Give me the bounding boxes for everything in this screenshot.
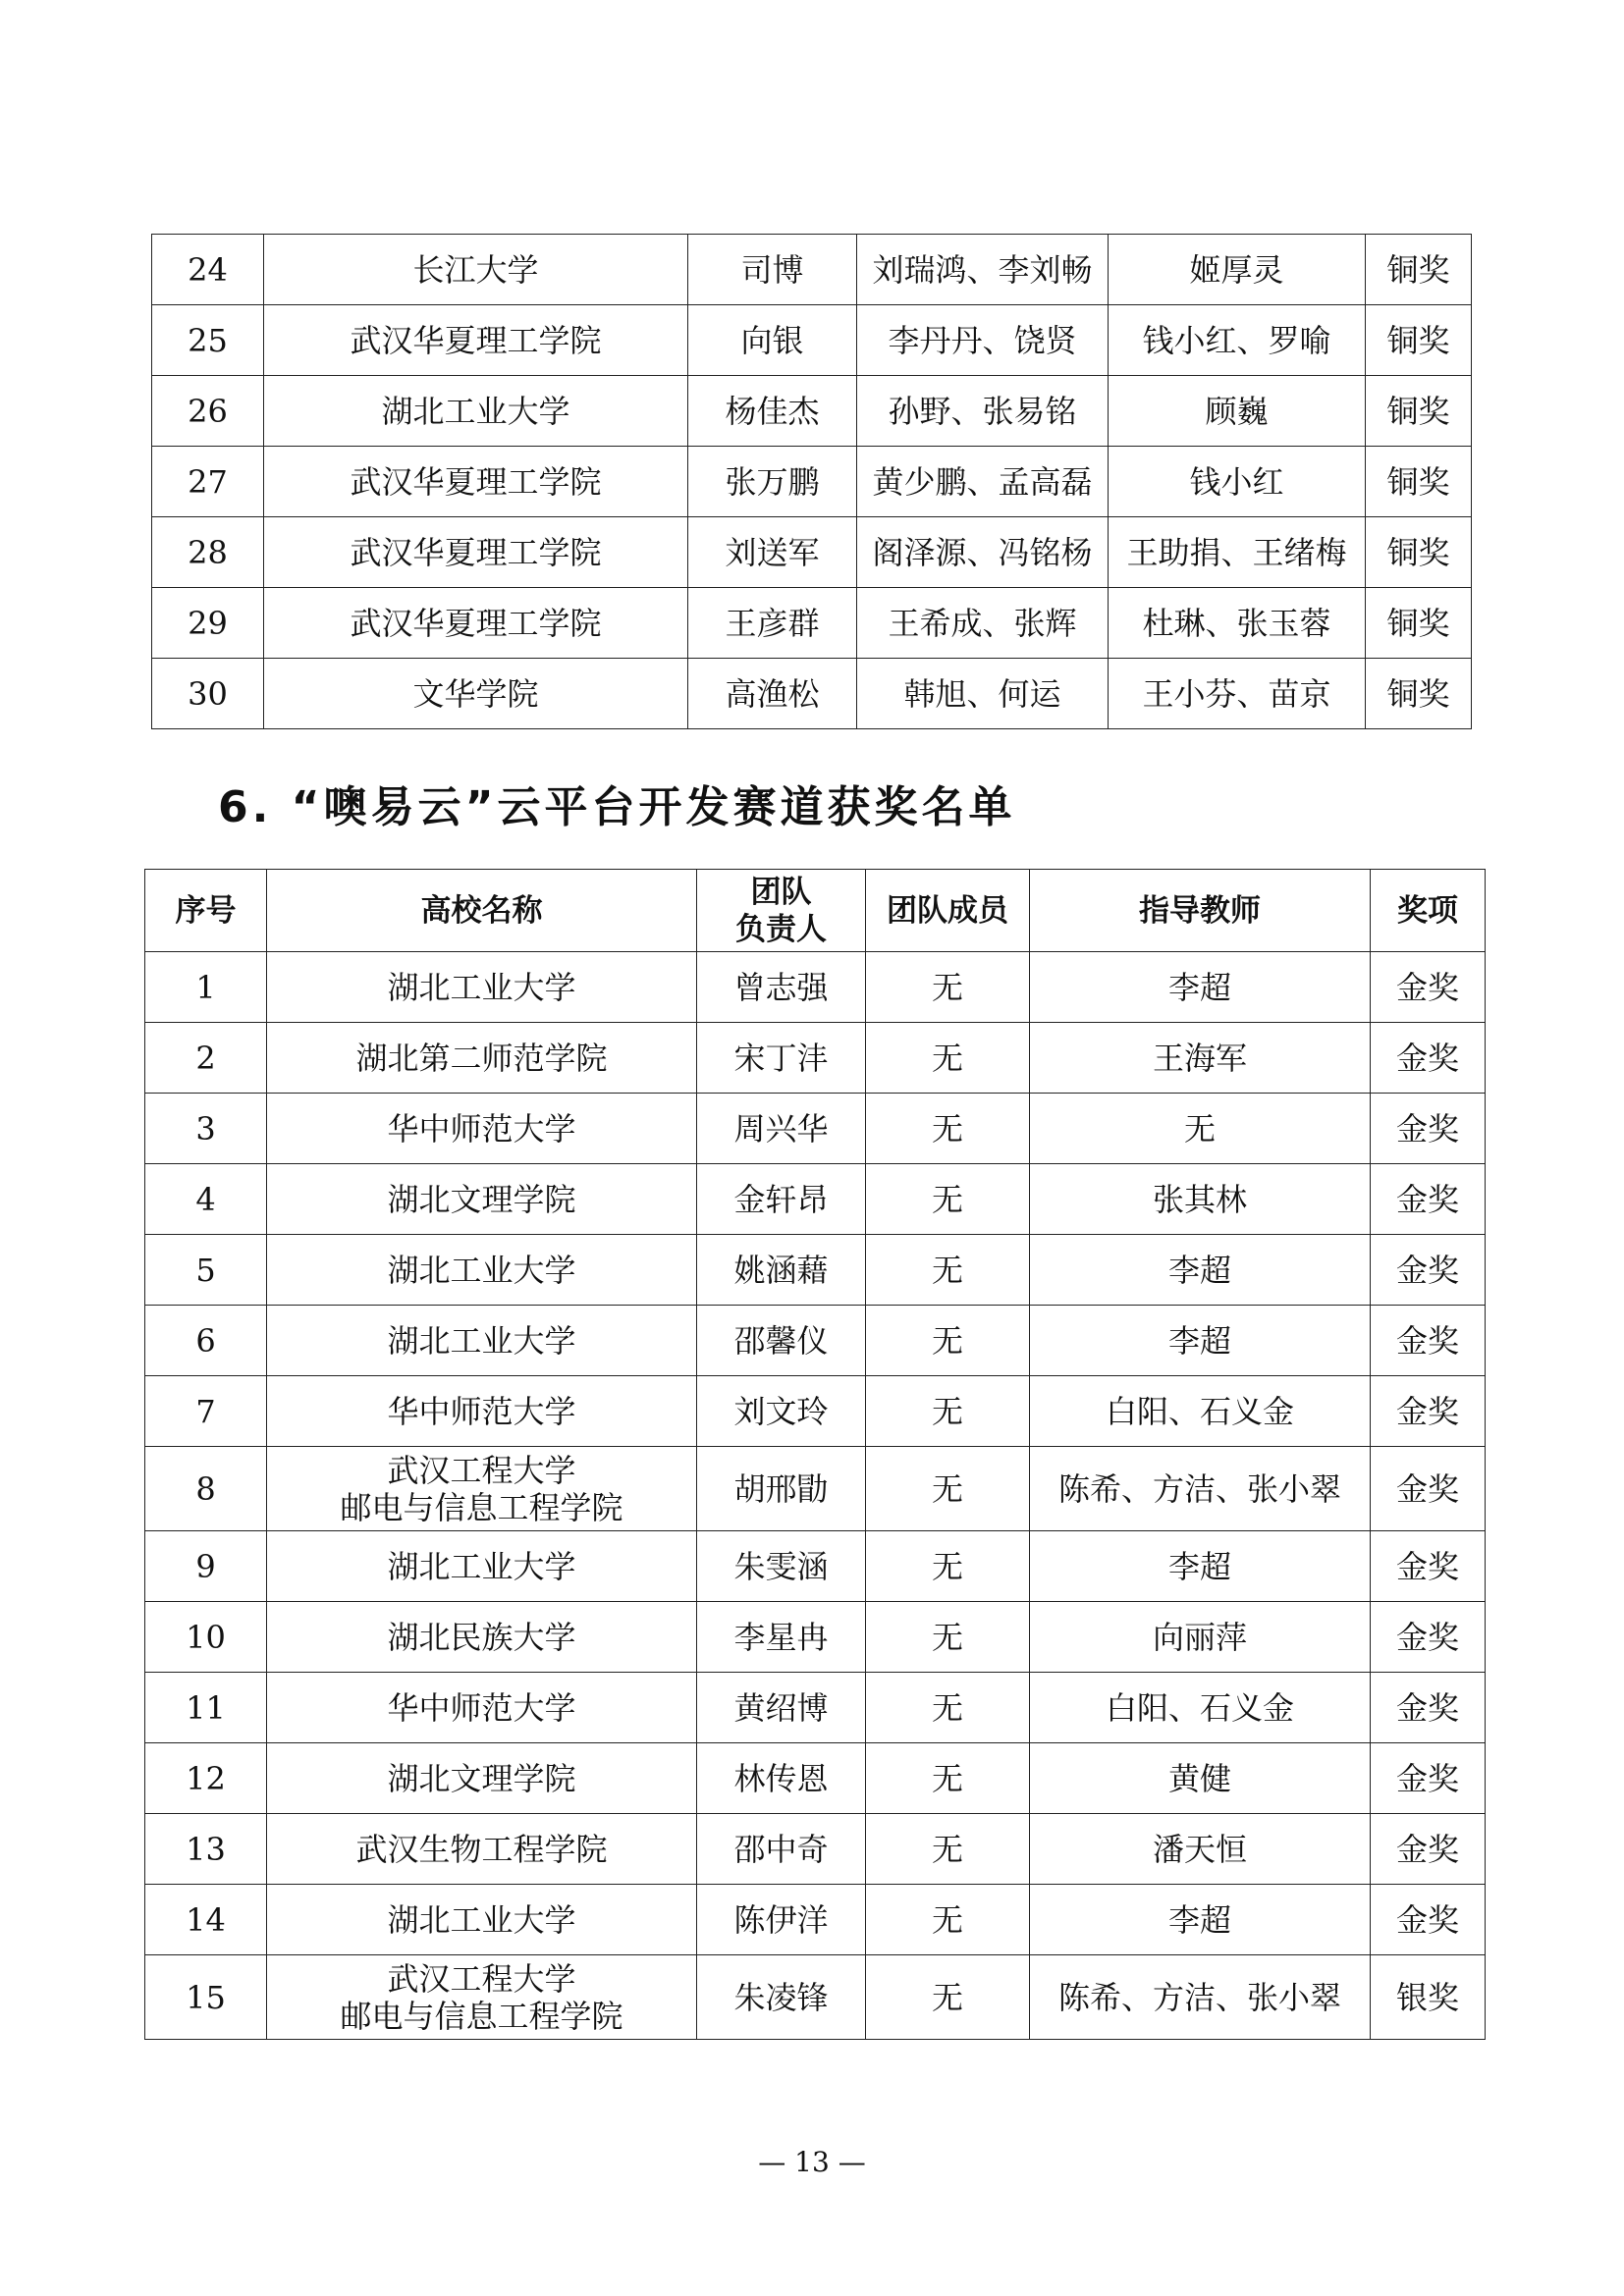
table-row bbox=[145, 1743, 1486, 1814]
leader-cell: 司博 bbox=[688, 235, 857, 305]
leader-cell: 杨佳杰 bbox=[688, 376, 857, 447]
members-cell: 无 bbox=[866, 1306, 1030, 1376]
award-cell: 金奖 bbox=[1371, 1531, 1486, 1602]
award-cell: 金奖 bbox=[1371, 1673, 1486, 1743]
school-line: 邮电与信息工程学院 bbox=[340, 1997, 623, 2035]
award-cell: 铜奖 bbox=[1366, 376, 1472, 447]
members-cell: 无 bbox=[866, 1447, 1030, 1531]
index-cell: 24 bbox=[152, 235, 264, 305]
school-cell: 武汉生物工程学院 bbox=[267, 1814, 697, 1885]
table-row bbox=[145, 1376, 1486, 1447]
advisor-cell: 钱小红 bbox=[1109, 447, 1366, 517]
school-cell: 湖北工业大学 bbox=[267, 1235, 697, 1306]
award-table-continued bbox=[151, 234, 1472, 729]
table-row bbox=[152, 517, 1472, 588]
award-cell: 金奖 bbox=[1371, 1885, 1486, 1955]
members-cell: 无 bbox=[866, 1743, 1030, 1814]
advisor-cell: 潘天恒 bbox=[1030, 1814, 1371, 1885]
advisor-cell: 王小芬、苗京 bbox=[1109, 659, 1366, 729]
members-cell: 无 bbox=[866, 1885, 1030, 1955]
leader-cell: 周兴华 bbox=[697, 1094, 866, 1164]
advisor-cell: 张其林 bbox=[1030, 1164, 1371, 1235]
school-cell: 武汉华夏理工学院 bbox=[264, 588, 688, 659]
leader-cell: 金轩昂 bbox=[697, 1164, 866, 1235]
school-line: 邮电与信息工程学院 bbox=[340, 1488, 623, 1526]
table-row bbox=[145, 1235, 1486, 1306]
members-cell: 阁泽源、冯铭杨 bbox=[857, 517, 1109, 588]
award-cell: 金奖 bbox=[1371, 1306, 1486, 1376]
advisor-cell: 陈希、方洁、张小翠 bbox=[1030, 1447, 1371, 1531]
index-cell: 29 bbox=[152, 588, 264, 659]
leader-cell: 姚涵藉 bbox=[697, 1235, 866, 1306]
table-row bbox=[145, 1602, 1486, 1673]
award-cell: 铜奖 bbox=[1366, 305, 1472, 376]
section-heading: 6. “噢易云”云平台开发赛道获奖名单 bbox=[218, 782, 1016, 832]
leader-cell: 黄绍博 bbox=[697, 1673, 866, 1743]
leader-cell: 张万鹏 bbox=[688, 447, 857, 517]
award-cell: 金奖 bbox=[1371, 1602, 1486, 1673]
header-team-leader-line: 团队 bbox=[750, 874, 812, 910]
award-cell: 铜奖 bbox=[1366, 447, 1472, 517]
leader-cell: 曾志强 bbox=[697, 952, 866, 1023]
index-cell: 13 bbox=[145, 1814, 267, 1885]
advisor-cell: 李超 bbox=[1030, 1885, 1371, 1955]
cloud-platform-award-table bbox=[144, 869, 1486, 2040]
advisor-cell: 王助捐、王绪梅 bbox=[1109, 517, 1366, 588]
index-cell: 5 bbox=[145, 1235, 267, 1306]
header-award: 奖项 bbox=[1371, 870, 1486, 952]
award-cell: 银奖 bbox=[1371, 1955, 1486, 2040]
advisor-cell: 姬厚灵 bbox=[1109, 235, 1366, 305]
members-cell: 无 bbox=[866, 1955, 1030, 2040]
leader-cell: 胡邢勖 bbox=[697, 1447, 866, 1531]
members-cell: 无 bbox=[866, 1094, 1030, 1164]
index-cell: 9 bbox=[145, 1531, 267, 1602]
page-number: — 13 — bbox=[758, 2146, 866, 2178]
index-cell: 27 bbox=[152, 447, 264, 517]
school-cell: 湖北工业大学 bbox=[267, 1531, 697, 1602]
table-row bbox=[145, 1531, 1486, 1602]
advisor-cell: 向丽萍 bbox=[1030, 1602, 1371, 1673]
advisor-cell: 白阳、石义金 bbox=[1030, 1673, 1371, 1743]
index-cell: 11 bbox=[145, 1673, 267, 1743]
table-row bbox=[152, 305, 1472, 376]
award-cell: 金奖 bbox=[1371, 1814, 1486, 1885]
table-row bbox=[145, 1673, 1486, 1743]
school-cell: 湖北文理学院 bbox=[267, 1743, 697, 1814]
table-row bbox=[152, 235, 1472, 305]
school-cell: 文华学院 bbox=[264, 659, 688, 729]
award-cell: 铜奖 bbox=[1366, 517, 1472, 588]
table-row bbox=[145, 1023, 1486, 1094]
index-cell: 15 bbox=[145, 1955, 267, 2040]
members-cell: 无 bbox=[866, 1602, 1030, 1673]
leader-cell: 陈伊洋 bbox=[697, 1885, 866, 1955]
table-header-row bbox=[145, 870, 1486, 952]
school-line: 武汉工程大学 bbox=[387, 1959, 576, 1998]
school-cell bbox=[267, 1447, 697, 1531]
award-cell: 金奖 bbox=[1371, 1235, 1486, 1306]
school-cell: 武汉华夏理工学院 bbox=[264, 305, 688, 376]
table-row bbox=[145, 1094, 1486, 1164]
school-cell: 湖北民族大学 bbox=[267, 1602, 697, 1673]
table-row bbox=[145, 1306, 1486, 1376]
leader-cell: 朱凌锋 bbox=[697, 1955, 866, 2040]
school-cell: 湖北文理学院 bbox=[267, 1164, 697, 1235]
school-cell: 湖北工业大学 bbox=[267, 952, 697, 1023]
table-row bbox=[152, 447, 1472, 517]
award-cell: 金奖 bbox=[1371, 1094, 1486, 1164]
school-cell: 武汉华夏理工学院 bbox=[264, 517, 688, 588]
members-cell: 无 bbox=[866, 1814, 1030, 1885]
table-row bbox=[152, 376, 1472, 447]
award-cell: 金奖 bbox=[1371, 952, 1486, 1023]
index-cell: 6 bbox=[145, 1306, 267, 1376]
table-row bbox=[152, 659, 1472, 729]
table-row bbox=[145, 1164, 1486, 1235]
header-school: 高校名称 bbox=[267, 870, 697, 952]
school-line: 武汉工程大学 bbox=[387, 1451, 576, 1489]
school-cell: 华中师范大学 bbox=[267, 1094, 697, 1164]
award-cell: 金奖 bbox=[1371, 1376, 1486, 1447]
award-cell: 金奖 bbox=[1371, 1164, 1486, 1235]
header-advisor: 指导教师 bbox=[1030, 870, 1371, 952]
index-cell: 25 bbox=[152, 305, 264, 376]
members-cell: 无 bbox=[866, 1531, 1030, 1602]
table-row bbox=[145, 1955, 1486, 2040]
members-cell: 无 bbox=[866, 1376, 1030, 1447]
advisor-cell: 杜琳、张玉蓉 bbox=[1109, 588, 1366, 659]
advisor-cell: 李超 bbox=[1030, 1531, 1371, 1602]
leader-cell: 林传恩 bbox=[697, 1743, 866, 1814]
index-cell: 7 bbox=[145, 1376, 267, 1447]
school-cell: 湖北第二师范学院 bbox=[267, 1023, 697, 1094]
school-cell: 长江大学 bbox=[264, 235, 688, 305]
advisor-cell: 黄健 bbox=[1030, 1743, 1371, 1814]
header-team-leader bbox=[697, 870, 866, 952]
advisor-cell: 陈希、方洁、张小翠 bbox=[1030, 1955, 1371, 2040]
advisor-cell: 李超 bbox=[1030, 952, 1371, 1023]
members-cell: 无 bbox=[866, 1164, 1030, 1235]
members-cell: 李丹丹、饶贤 bbox=[857, 305, 1109, 376]
header-team-members: 团队成员 bbox=[866, 870, 1030, 952]
advisor-cell: 李超 bbox=[1030, 1235, 1371, 1306]
school-cell bbox=[267, 1955, 697, 2040]
school-cell: 华中师范大学 bbox=[267, 1376, 697, 1447]
table-row bbox=[152, 588, 1472, 659]
table-row bbox=[145, 1447, 1486, 1531]
leader-cell: 朱雯涵 bbox=[697, 1531, 866, 1602]
leader-cell: 高渔松 bbox=[688, 659, 857, 729]
index-cell: 4 bbox=[145, 1164, 267, 1235]
leader-cell: 向银 bbox=[688, 305, 857, 376]
index-cell: 2 bbox=[145, 1023, 267, 1094]
leader-cell: 宋丁沣 bbox=[697, 1023, 866, 1094]
advisor-cell: 顾巍 bbox=[1109, 376, 1366, 447]
cloud-platform-award-table-body bbox=[145, 952, 1486, 2040]
index-cell: 8 bbox=[145, 1447, 267, 1531]
advisor-cell: 白阳、石义金 bbox=[1030, 1376, 1371, 1447]
school-cell: 武汉华夏理工学院 bbox=[264, 447, 688, 517]
index-cell: 10 bbox=[145, 1602, 267, 1673]
award-cell: 铜奖 bbox=[1366, 235, 1472, 305]
leader-cell: 刘文玲 bbox=[697, 1376, 866, 1447]
members-cell: 黄少鹏、孟高磊 bbox=[857, 447, 1109, 517]
award-table-continued-body bbox=[152, 235, 1472, 729]
leader-cell: 邵馨仪 bbox=[697, 1306, 866, 1376]
leader-cell: 李星冉 bbox=[697, 1602, 866, 1673]
index-cell: 30 bbox=[152, 659, 264, 729]
index-cell: 3 bbox=[145, 1094, 267, 1164]
members-cell: 王希成、张辉 bbox=[857, 588, 1109, 659]
school-cell: 湖北工业大学 bbox=[267, 1306, 697, 1376]
award-cell: 铜奖 bbox=[1366, 659, 1472, 729]
award-cell: 金奖 bbox=[1371, 1743, 1486, 1814]
advisor-cell: 王海军 bbox=[1030, 1023, 1371, 1094]
table-row bbox=[145, 1814, 1486, 1885]
school-cell: 湖北工业大学 bbox=[267, 1885, 697, 1955]
school-cell: 湖北工业大学 bbox=[264, 376, 688, 447]
index-cell: 28 bbox=[152, 517, 264, 588]
members-cell: 韩旭、何运 bbox=[857, 659, 1109, 729]
members-cell: 无 bbox=[866, 952, 1030, 1023]
table-row bbox=[145, 1885, 1486, 1955]
leader-cell: 邵中奇 bbox=[697, 1814, 866, 1885]
award-cell: 铜奖 bbox=[1366, 588, 1472, 659]
header-index: 序号 bbox=[145, 870, 267, 952]
award-cell: 金奖 bbox=[1371, 1447, 1486, 1531]
advisor-cell: 无 bbox=[1030, 1094, 1371, 1164]
index-cell: 12 bbox=[145, 1743, 267, 1814]
header-team-leader-line: 负责人 bbox=[735, 911, 827, 947]
table-row bbox=[145, 952, 1486, 1023]
members-cell: 无 bbox=[866, 1023, 1030, 1094]
school-cell: 华中师范大学 bbox=[267, 1673, 697, 1743]
award-cell: 金奖 bbox=[1371, 1023, 1486, 1094]
advisor-cell: 钱小红、罗喻 bbox=[1109, 305, 1366, 376]
leader-cell: 刘送军 bbox=[688, 517, 857, 588]
advisor-cell: 李超 bbox=[1030, 1306, 1371, 1376]
index-cell: 26 bbox=[152, 376, 264, 447]
members-cell: 孙野、张易铭 bbox=[857, 376, 1109, 447]
members-cell: 无 bbox=[866, 1235, 1030, 1306]
members-cell: 无 bbox=[866, 1673, 1030, 1743]
leader-cell: 王彦群 bbox=[688, 588, 857, 659]
index-cell: 14 bbox=[145, 1885, 267, 1955]
members-cell: 刘瑞鸿、李刘畅 bbox=[857, 235, 1109, 305]
index-cell: 1 bbox=[145, 952, 267, 1023]
